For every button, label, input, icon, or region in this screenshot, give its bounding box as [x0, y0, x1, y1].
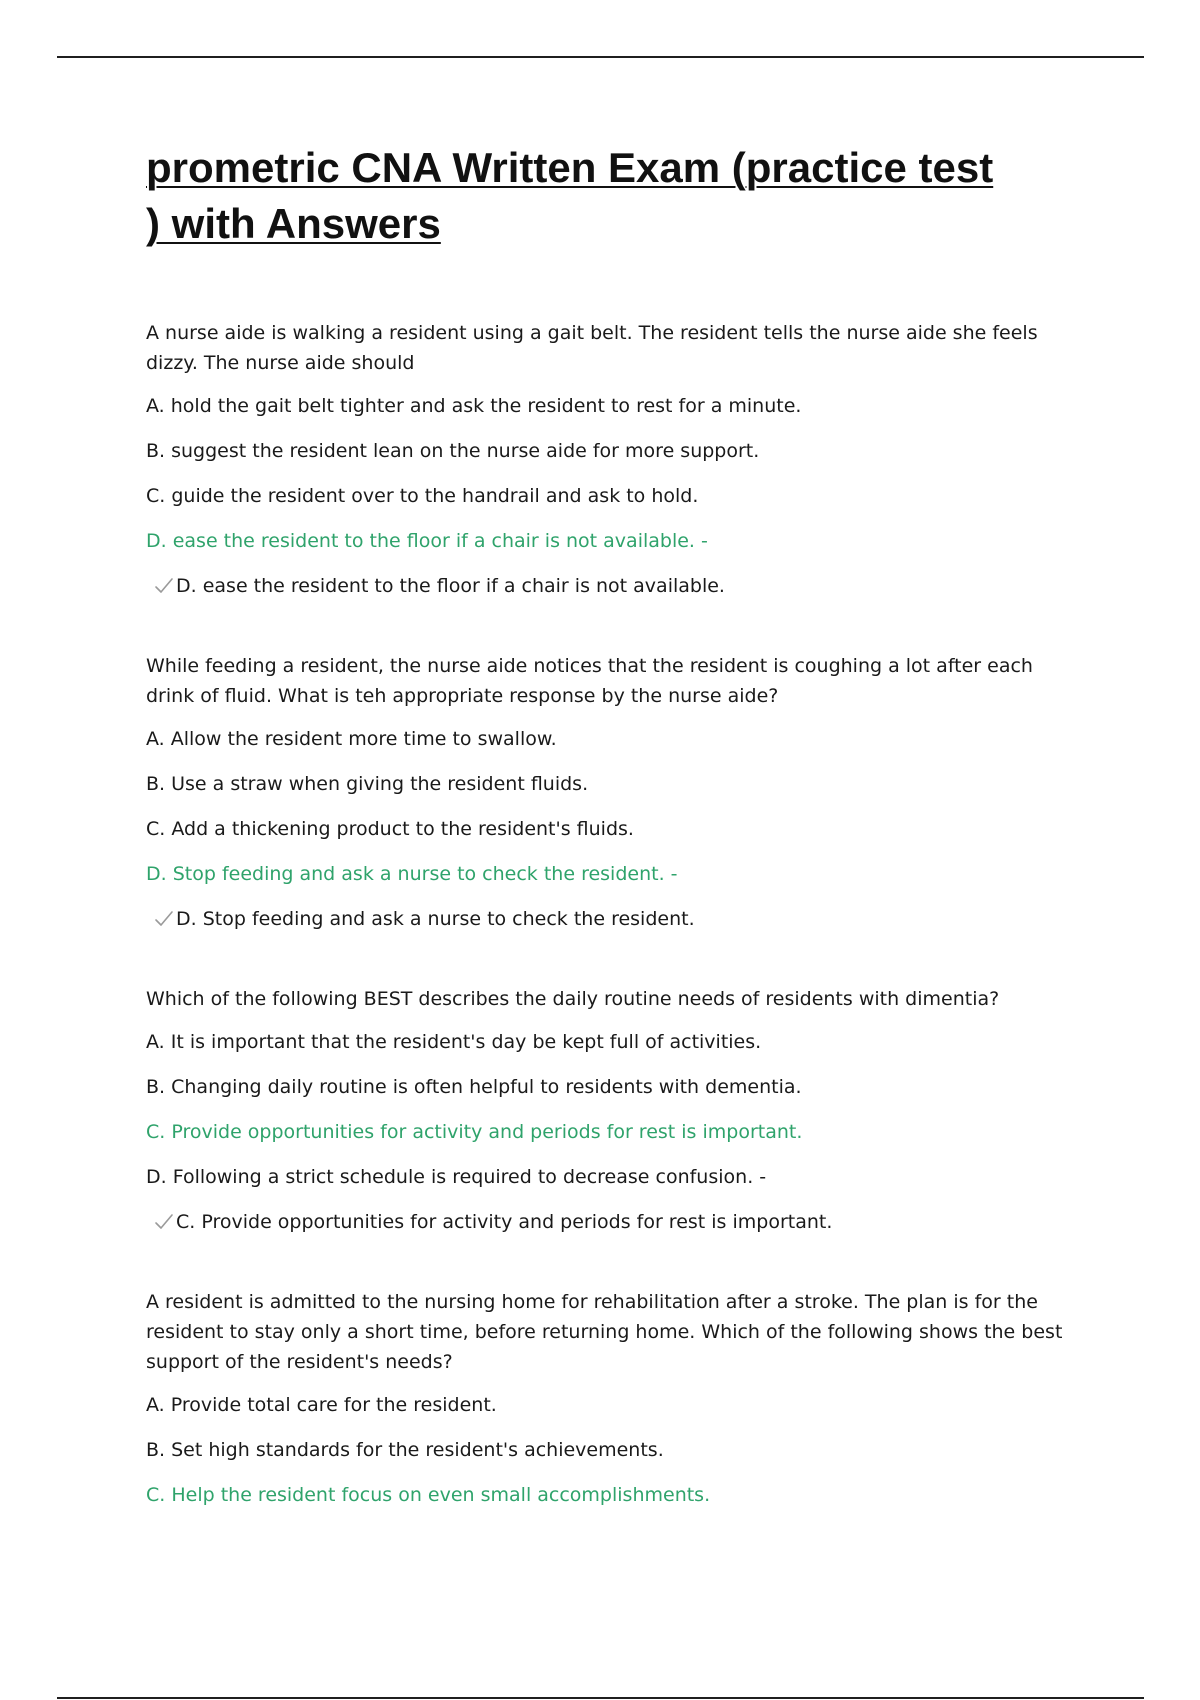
answer-line — [146, 904, 1066, 934]
answer-text: C. Provide opportunities for activity and periods for rest is important. — [176, 1211, 833, 1233]
option-b: B. Set high standards for the resident's achievements. — [146, 1439, 664, 1461]
checkmark-icon — [154, 576, 174, 596]
option-d: D. Following a strict schedule is required to decrease confusion. - — [146, 1166, 767, 1188]
checkmark-icon — [154, 1212, 174, 1232]
option-d-correct: D. ease the resident to the floor if a chair is not available. - — [146, 530, 708, 552]
answer-line — [146, 571, 1066, 601]
option-c-correct: C. Help the resident focus on even small accomplishments. — [146, 1484, 711, 1506]
question-1 — [146, 318, 1066, 601]
option-b: B. suggest the resident lean on the nurse aide for more support. — [146, 440, 760, 462]
checkmark-icon — [154, 909, 174, 929]
question-stem: A resident is admitted to the nursing home for rehabilitation after a stroke. The plan is for the resident to stay only a short time, before returning home. Which of the following shows the best support of the resident's needs? — [146, 1291, 1063, 1373]
document-body — [146, 140, 1066, 1560]
question-3 — [146, 984, 1066, 1237]
answer-line — [146, 1207, 1066, 1237]
option-b: B. Use a straw when giving the resident fluids. — [146, 773, 589, 795]
option-c-correct: C. Provide opportunities for activity and periods for rest is important. — [146, 1121, 803, 1143]
question-stem: Which of the following BEST describes the daily routine needs of residents with dimentia? — [146, 988, 1000, 1010]
option-a: A. It is important that the resident's day be kept full of activities. — [146, 1031, 762, 1053]
answer-text: D. ease the resident to the floor if a chair is not available. — [176, 575, 725, 597]
top-rule — [57, 56, 1144, 58]
option-a: A. Allow the resident more time to swallow. — [146, 728, 557, 750]
option-d-correct: D. Stop feeding and ask a nurse to check the resident. - — [146, 863, 678, 885]
question-stem: A nurse aide is walking a resident using a gait belt. The resident tells the nurse aide she feels dizzy. The nurse aide should — [146, 322, 1038, 374]
option-b: B. Changing daily routine is often helpful to residents with dementia. — [146, 1076, 802, 1098]
question-4 — [146, 1287, 1066, 1510]
option-c: C. guide the resident over to the handrail and ask to hold. — [146, 485, 699, 507]
bottom-rule — [57, 1697, 1144, 1699]
option-c: C. Add a thickening product to the resident's fluids. — [146, 818, 634, 840]
question-2 — [146, 651, 1066, 934]
document-title: prometric CNA Written Exam (practice test ) with Answers — [146, 144, 994, 247]
answer-text: D. Stop feeding and ask a nurse to check the resident. — [176, 908, 695, 930]
option-a: A. hold the gait belt tighter and ask the resident to rest for a minute. — [146, 395, 802, 417]
option-a: A. Provide total care for the resident. — [146, 1394, 497, 1416]
question-stem: While feeding a resident, the nurse aide notices that the resident is coughing a lot after each drink of fluid. What is teh appropriate response by the nurse aide? — [146, 655, 1033, 707]
question-list — [146, 318, 1066, 1510]
